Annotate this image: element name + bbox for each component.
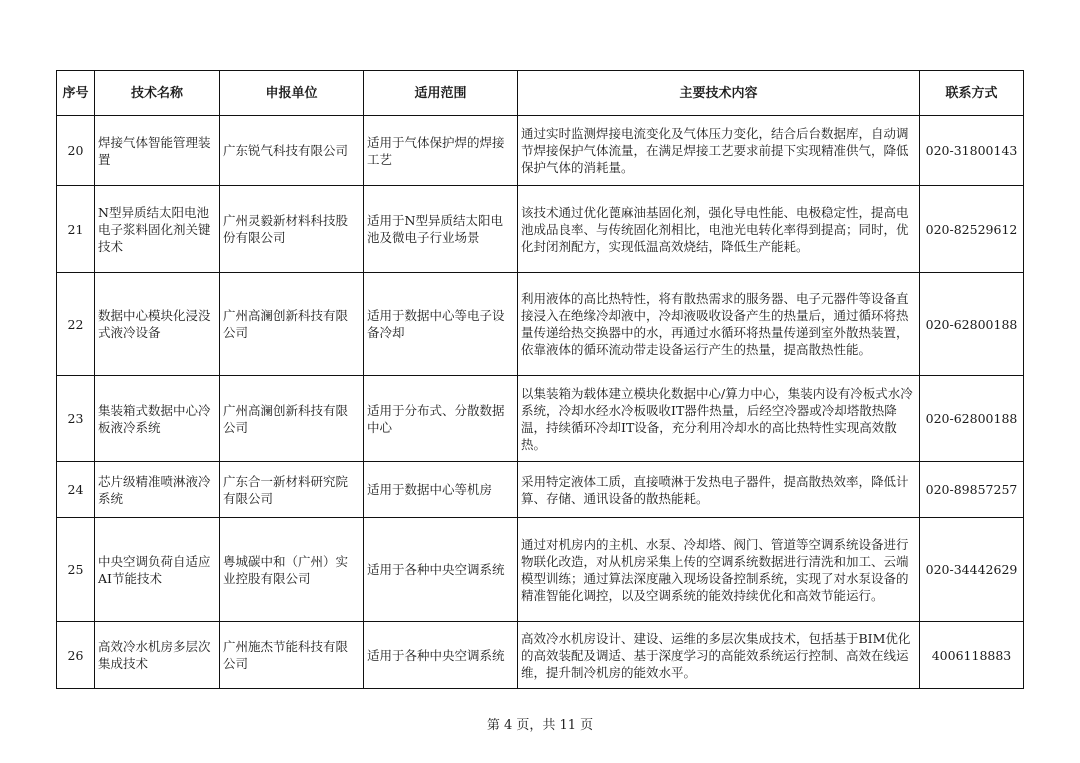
applicant-unit: 广州高澜创新科技有限公司 <box>220 376 364 462</box>
header-unit: 申报单位 <box>220 71 364 116</box>
table-row <box>57 462 1024 518</box>
row-number: 20 <box>57 116 95 186</box>
contact-phone: 020-82529612 <box>920 186 1024 273</box>
applicable-scope: 适用于气体保护焊的焊接工艺 <box>364 116 518 186</box>
technology-name: 中央空调负荷自适应AI节能技术 <box>95 518 220 622</box>
row-number: 22 <box>57 273 95 376</box>
applicant-unit: 广东锐气科技有限公司 <box>220 116 364 186</box>
row-number: 21 <box>57 186 95 273</box>
row-number: 26 <box>57 622 95 689</box>
page-footer <box>0 714 1080 733</box>
technology-name: 数据中心模块化浸没式液冷设备 <box>95 273 220 376</box>
applicable-scope: 适用于数据中心等机房 <box>364 462 518 518</box>
technology-name: 集装箱式数据中心冷板液冷系统 <box>95 376 220 462</box>
technology-content: 采用特定液体工质，直接喷淋于发热电子器件，提高散热效率，降低计算、存储、通讯设备的散热能耗。 <box>518 462 920 518</box>
table-row <box>57 186 1024 273</box>
technology-content: 利用液体的高比热特性，将有散热需求的服务器、电子元器件等设备直接浸入在绝缘冷却液中，冷却液吸收设备产生的热量后，通过循环将热量传递给热交换器中的水，再通过水循环将热量传递到室外散热装置，依靠液体的循环流动带走设备运行产生的热量，提高散热性能。 <box>518 273 920 376</box>
applicant-unit: 广东合一新材料研究院有限公司 <box>220 462 364 518</box>
applicable-scope: 适用于数据中心等电子设备冷却 <box>364 273 518 376</box>
applicant-unit: 广州高澜创新科技有限公司 <box>220 273 364 376</box>
contact-phone: 020-62800188 <box>920 376 1024 462</box>
technology-content: 该技术通过优化蓖麻油基固化剂，强化导电性能、电极稳定性，提高电池成品良率、与传统固化剂相比，电池光电转化率得到提高；同时，优化封闭剂配方，实现低温高效烧结，降低生产能耗。 <box>518 186 920 273</box>
technology-content: 以集装箱为载体建立模块化数据中心/算力中心，集装内设有冷板式水冷系统，冷却水经水冷板吸收IT器件热量，后经空冷器或冷却塔散热降温，持续循环冷却IT设备，充分利用冷却水的高比热特性实现高效散热。 <box>518 376 920 462</box>
contact-phone: 020-89857257 <box>920 462 1024 518</box>
applicable-scope: 适用于各种中央空调系统 <box>364 518 518 622</box>
header-content: 主要技术内容 <box>518 71 920 116</box>
contact-phone: 4006118883 <box>920 622 1024 689</box>
applicable-scope: 适用于各种中央空调系统 <box>364 622 518 689</box>
contact-phone: 020-62800188 <box>920 273 1024 376</box>
contact-phone: 020-34442629 <box>920 518 1024 622</box>
header-scope: 适用范围 <box>364 71 518 116</box>
row-number: 23 <box>57 376 95 462</box>
page-number-label: 第 4 页，共 11 页 <box>486 718 594 733</box>
technology-content: 高效冷水机房设计、建设、运维的多层次集成技术，包括基于BIM优化的高效装配及调适、基于深度学习的高能效系统运行控制、高效在线运维，提升制冷机房的能效水平。 <box>518 622 920 689</box>
table-row <box>57 518 1024 622</box>
header-contact: 联系方式 <box>920 71 1024 116</box>
applicant-unit: 广州灵毅新材料科技股份有限公司 <box>220 186 364 273</box>
technology-name: 高效冷水机房多层次集成技术 <box>95 622 220 689</box>
technology-name: 芯片级精准喷淋液冷系统 <box>95 462 220 518</box>
contact-phone: 020-31800143 <box>920 116 1024 186</box>
applicant-unit: 粤城碳中和（广州）实业控股有限公司 <box>220 518 364 622</box>
applicable-scope: 适用于分布式、分散数据中心 <box>364 376 518 462</box>
table-row <box>57 622 1024 689</box>
applicable-scope: 适用于N型异质结太阳电池及微电子行业场景 <box>364 186 518 273</box>
technology-name: 焊接气体智能管理装置 <box>95 116 220 186</box>
technology-name: N型异质结太阳电池电子浆料固化剂关键技术 <box>95 186 220 273</box>
row-number: 25 <box>57 518 95 622</box>
table-row <box>57 273 1024 376</box>
applicant-unit: 广州施杰节能科技有限公司 <box>220 622 364 689</box>
header-name: 技术名称 <box>95 71 220 116</box>
technology-table <box>56 70 1024 689</box>
table-header-row <box>57 71 1024 116</box>
table-row <box>57 376 1024 462</box>
row-number: 24 <box>57 462 95 518</box>
technology-content: 通过实时监测焊接电流变化及气体压力变化，结合后台数据库，自动调节焊接保护气体流量，在满足焊接工艺要求前提下实现精准供气，降低保护气体的消耗量。 <box>518 116 920 186</box>
table-row <box>57 116 1024 186</box>
header-no: 序号 <box>57 71 95 116</box>
technology-content: 通过对机房内的主机、水泵、冷却塔、阀门、管道等空调系统设备进行物联化改造，对从机房采集上传的空调系统数据进行清洗和加工、云端模型训练；通过算法深度融入现场设备控制系统，实现了对水泵设备的精准智能化调控，以及空调系统的能效持续优化和高效节能运行。 <box>518 518 920 622</box>
